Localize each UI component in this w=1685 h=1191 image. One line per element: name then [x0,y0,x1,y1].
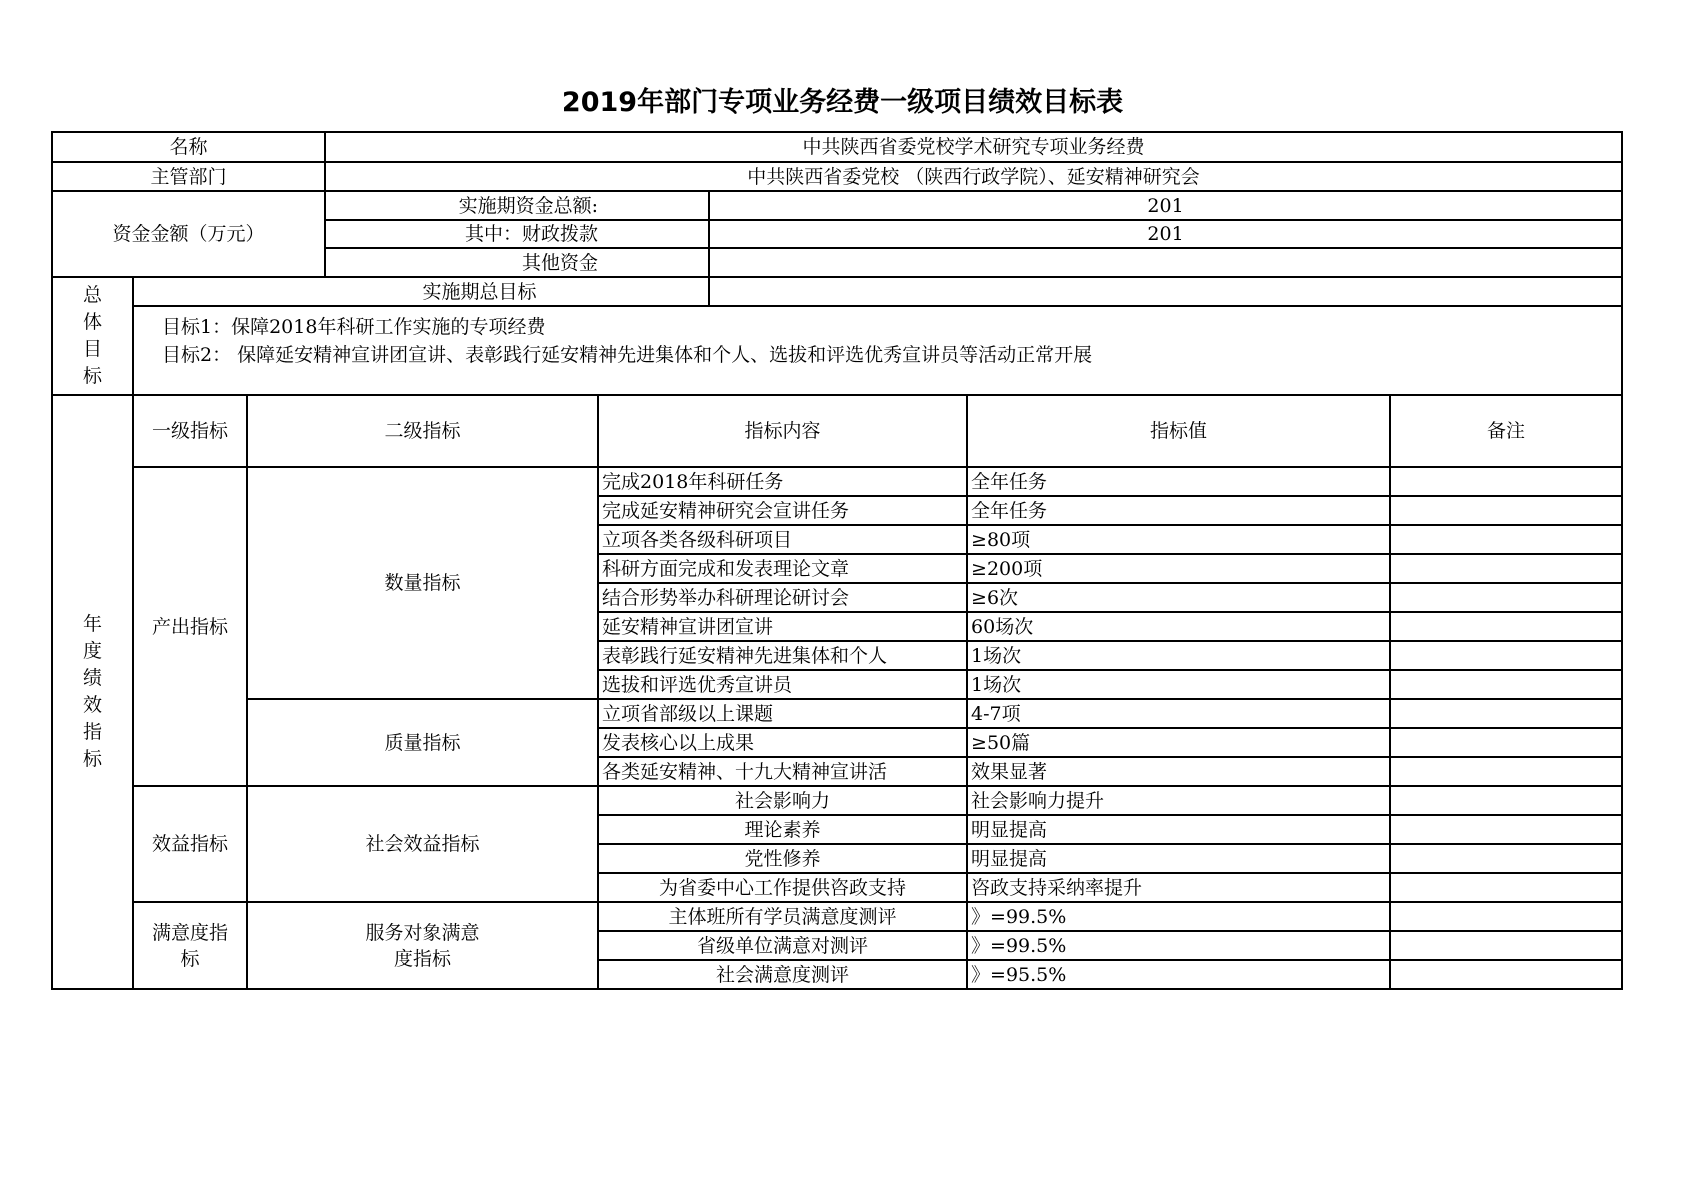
page-title: 2019年部门专项业务经费一级项目绩效目标表 [561,87,1124,118]
indicator-value: 咨政支持采纳率提升 [967,873,1390,902]
indicator-value: 效果显著 [967,757,1390,786]
indicator-value: 全年任务 [967,467,1390,496]
table-row [52,467,1622,496]
indicator-value: 60场次 [967,612,1390,641]
indicator-note [1390,612,1622,641]
level2-indicator: 数量指标 [247,467,598,699]
table-row [52,699,1622,728]
dept-value: 中共陕西省委党校 （陕西行政学院）、延安精神研究会 [325,162,1622,191]
period-goal-value [709,277,1622,306]
indicator-note [1390,931,1622,960]
fund-label: 资金金额（万元） [52,191,325,277]
indicator-note [1390,583,1622,612]
goal-2: 目标2： 保障延安精神宣讲团宣讲、表彰践行延安精神先进集体和个人、选拔和评选优秀宣讲员等活动正常开展 [162,344,1093,366]
fund-other-value [709,248,1622,277]
indicator-note [1390,641,1622,670]
indicator-content: 省级单位满意对测评 [598,931,967,960]
indicator-note [1390,699,1622,728]
indicator-content: 表彰践行延安精神先进集体和个人 [598,641,967,670]
table-row [52,902,1622,931]
indicator-value: 》=99.5% [967,902,1390,931]
dept-label: 主管部门 [52,162,325,191]
table-row [52,786,1622,815]
indicator-note [1390,844,1622,873]
indicator-content: 立项各类各级科研项目 [598,525,967,554]
indicator-value: 》=99.5% [967,931,1390,960]
indicator-note [1390,786,1622,815]
indicator-note [1390,467,1622,496]
indicator-content: 社会满意度测评 [598,960,967,989]
header-level1: 一级指标 [133,395,247,467]
indicator-value: 1场次 [967,670,1390,699]
goals-text [133,306,1622,395]
indicator-note [1390,728,1622,757]
overall-goal-label: 总体目标 [52,277,133,395]
indicator-value: 明显提高 [967,815,1390,844]
indicator-value: 4-7项 [967,699,1390,728]
indicator-value: 》=95.5% [967,960,1390,989]
indicator-value: ≥200项 [967,554,1390,583]
header-level2: 二级指标 [247,395,598,467]
indicator-content: 社会影响力 [598,786,967,815]
name-value: 中共陕西省委党校学术研究专项业务经费 [325,132,1622,162]
indicator-note [1390,902,1622,931]
indicator-note [1390,757,1622,786]
name-label: 名称 [52,132,325,162]
indicator-value: 明显提高 [967,844,1390,873]
indicator-note [1390,960,1622,989]
indicator-content: 完成2018年科研任务 [598,467,967,496]
indicator-value: ≥80项 [967,525,1390,554]
indicator-content: 完成延安精神研究会宣讲任务 [598,496,967,525]
indicator-content: 党性修养 [598,844,967,873]
indicator-note [1390,496,1622,525]
header-content: 指标内容 [598,395,967,467]
indicator-content: 发表核心以上成果 [598,728,967,757]
fund-fiscal-label: 其中：财政拨款 [325,220,709,248]
indicator-note [1390,525,1622,554]
indicator-content: 立项省部级以上课题 [598,699,967,728]
indicator-content: 结合形势举办科研理论研讨会 [598,583,967,612]
header-value: 指标值 [967,395,1390,467]
fund-total-label: 实施期资金总额: [325,191,709,220]
level2-indicator: 服务对象满意度指标 [247,902,598,989]
indicator-value: 1场次 [967,641,1390,670]
period-goal-label: 实施期总目标 [133,277,709,306]
indicator-content: 各类延安精神、十九大精神宣讲活 [598,757,967,786]
goal-1: 目标1：保障2018年科研工作实施的专项经费 [162,316,546,338]
indicator-content: 延安精神宣讲团宣讲 [598,612,967,641]
indicator-note [1390,670,1622,699]
level1-indicator: 满意度指标 [133,902,247,989]
indicator-value: 全年任务 [967,496,1390,525]
indicator-content: 科研方面完成和发表理论文章 [598,554,967,583]
level1-indicator: 效益指标 [133,786,247,902]
indicator-content: 选拔和评选优秀宣讲员 [598,670,967,699]
header-note: 备注 [1390,395,1622,467]
indicator-content: 为省委中心工作提供咨政支持 [598,873,967,902]
fund-other-label: 其他资金 [325,248,709,277]
indicator-value: 社会影响力提升 [967,786,1390,815]
fund-total-value: 201 [709,191,1622,220]
indicator-note [1390,873,1622,902]
indicator-note [1390,815,1622,844]
annual-indicator-label: 年度绩效指标 [52,395,133,989]
indicator-value: ≥6次 [967,583,1390,612]
indicator-value: ≥50篇 [967,728,1390,757]
indicator-content: 主体班所有学员满意度测评 [598,902,967,931]
indicator-content: 理论素养 [598,815,967,844]
performance-table [51,131,1623,990]
fund-fiscal-value: 201 [709,220,1622,248]
level2-indicator: 社会效益指标 [247,786,598,902]
level1-indicator: 产出指标 [133,467,247,786]
level2-indicator: 质量指标 [247,699,598,786]
indicator-note [1390,554,1622,583]
